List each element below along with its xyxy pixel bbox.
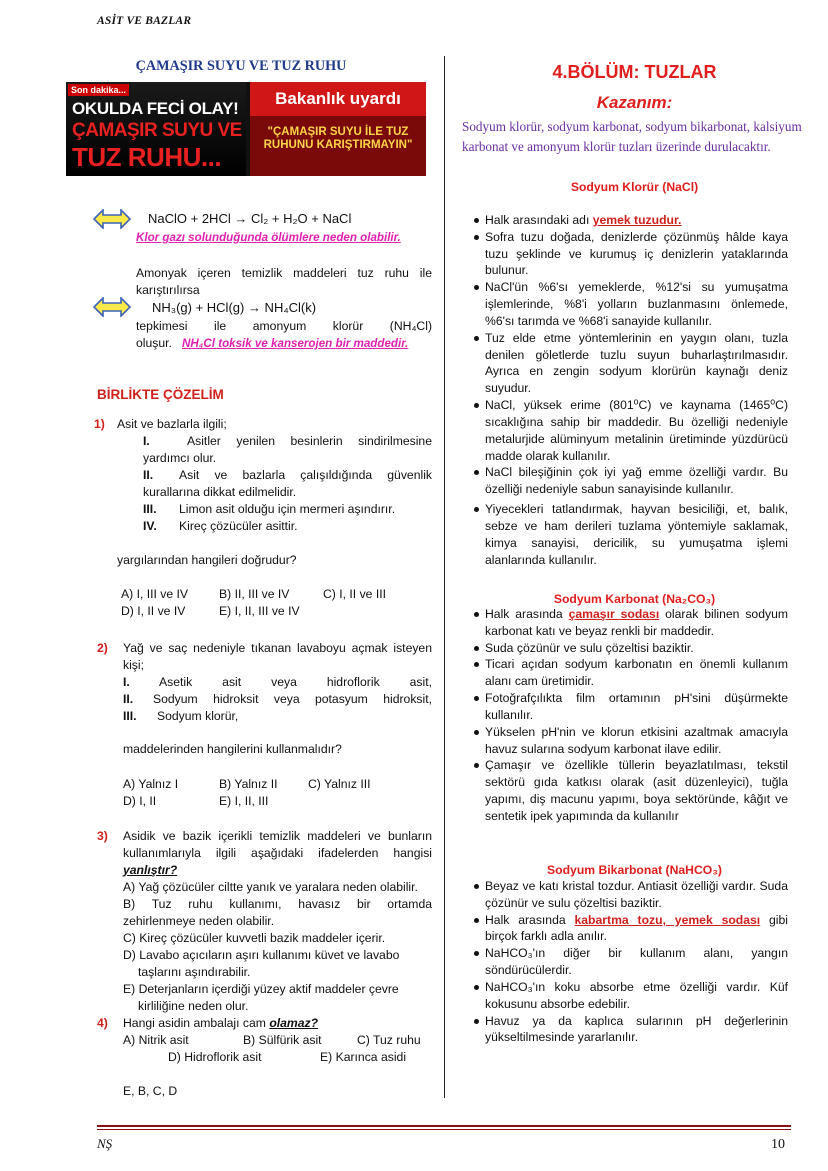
note-chlorine: Klor gazı solunduğunda ölümlere neden olabilir. xyxy=(136,231,401,244)
page-header-title: ASİT VE BAZLAR xyxy=(97,15,192,27)
nacl-title: Sodyum Klorür (NaCl) xyxy=(570,180,699,194)
list-item: Yiyecekleri tatlandırmak, hayvan besiciliği, et, balık, sebze ve ham derileri tuzlama yöntemiyle saklamak, kimya sanayisi, dericilik, su yumuşatma işlemi alanlarında kullanılır. xyxy=(474,501,788,568)
q3-option-d-cont: taşlarını aşındırabilir. xyxy=(138,965,251,979)
news-tag: Son dakika... xyxy=(68,84,129,96)
list-item: Çamaşır ve özellikle tüllerin beyazlatılması, tekstil sektörü gıda katkısı olarak (asit düzenleyici), tuğla yapımı, diş macunu yapımı, boya sektöründe, kâğıt ve sentetik ipek yapımında da kullanılır xyxy=(474,757,788,824)
q4-option-b[interactable]: B) Sülfürik asit xyxy=(243,1033,322,1047)
news-banner-left xyxy=(66,82,246,176)
question-3-stem-1: Asidik ve bazik içerikli temizlik maddeleri ve bunların xyxy=(123,829,432,843)
q2-option-b[interactable]: B) Yalnız II xyxy=(219,777,278,791)
q4-option-e[interactable]: E) Karınca asidi xyxy=(320,1050,407,1064)
list-item: Tuz elde etme yöntemlerinin en yaygın olanı, tuzla denilen göletlerde tuzlu suyun buharlaştırılmasıdır. Ayrıca en zengin sodyum klorürün kaynağı deniz suyudur. xyxy=(474,330,788,397)
paragraph-reaction: tepkimesi ile amonyum klorür (NH₄Cl) xyxy=(136,319,432,333)
list-item: NaCl bileşiğinin çok iyi yağ emme özelliği vardır. Bu özelliği nedeniyle sabun sanayisinde kullanılır. xyxy=(474,464,788,498)
q2-item-2: II. Sodyum hidroksit veya potasyum hidroksit, xyxy=(123,692,432,706)
news-banner-image xyxy=(66,82,426,176)
news-line-3: TUZ RUHU... xyxy=(72,142,222,172)
answer-key: E, B, C, D xyxy=(123,1084,178,1098)
q3-option-b-cont: zehirlenmeye neden olabilir. xyxy=(123,914,275,928)
question-2-stem-1: Yağ ve saç nedeniyle tıkanan lavaboyu açmak isteyen xyxy=(123,641,432,655)
list-item: Yükselen pH'nin ve klorun etkisini azaltmak amacıyla havuz sularına sodyum karbonat ilave edilir. xyxy=(474,724,788,758)
q3-option-d[interactable]: D) Lavabo açıcıların aşırı kullanımı küvet ve lavabo xyxy=(123,948,400,962)
news-banner-right xyxy=(250,82,426,176)
q2-option-e[interactable]: E) I, II, III xyxy=(219,794,269,808)
footer-signature: NŞ xyxy=(97,1136,113,1151)
birlikte-cozelim-heading: BİRLİKTE ÇÖZELİM xyxy=(97,387,224,402)
left-section-title: ÇAMAŞIR SUYU VE TUZ RUHU xyxy=(135,58,347,74)
question-1-stem: Asit ve bazlarla ilgili; xyxy=(117,417,227,431)
paragraph-ammonia: Amonyak içeren temizlik maddeleri tuz ruhu ile karıştırılırsa xyxy=(136,266,432,297)
double-arrow-icon xyxy=(93,297,131,317)
list-item: Suda çözünür ve sulu çözeltisi baziktir. xyxy=(474,640,788,657)
reaction-equation-2: NH₃(g) + HCl(g) → NH₄Cl(k) xyxy=(152,300,317,315)
question-4-stem: Hangi asidin ambalajı cam olamaz? xyxy=(123,1016,319,1030)
question-1-number: 1) xyxy=(94,417,105,431)
question-4-number: 4) xyxy=(97,1016,108,1030)
news-line-2: ÇAMAŞIR SUYU VE xyxy=(72,120,242,141)
list-item: Halk arasında kabartma tozu, yemek sodası gibi birçok farklı adla anılır. xyxy=(474,912,788,946)
q3-option-e-cont: kirliliğine neden olur. xyxy=(138,999,249,1013)
list-item: Halk arasındaki adı yemek tuzudur. xyxy=(474,212,788,229)
double-arrow-icon xyxy=(93,209,131,229)
q3-option-c[interactable]: C) Kireç çözücüler kuvvetli bazik maddeler içerir. xyxy=(123,931,386,945)
list-item: Fotoğrafçılıkta film ortamının pH'sini düşürmekte kullanılır. xyxy=(474,690,788,724)
q2-item-3: III. Sodyum klorür, xyxy=(123,709,239,723)
list-item: Ticari açıdan sodyum karbonatın en önemli kullanım alanı cam üretimidir. xyxy=(474,656,788,690)
list-item: NaCl'ün %6'sı yemeklerde, %12'si su yumuşatma işlemlerinde, %8'i yolların buzlanmasını önlemede, %6'sı tarımda ve %68'i sanayide kullanılır. xyxy=(474,279,788,329)
q1-option-a[interactable]: A) I, III ve IV xyxy=(121,587,189,601)
footer-rule xyxy=(97,1125,791,1127)
question-3-stem-2: kullanımlarıyla ilgili aşağıdaki ifadelerden hangisi xyxy=(123,846,432,860)
q1-option-e[interactable]: E) I, II, III ve IV xyxy=(219,604,300,618)
news-line-1: OKULDA FECİ OLAY! xyxy=(72,99,239,118)
q1-option-b[interactable]: B) II, III ve IV xyxy=(219,587,290,601)
nahco3-title: Sodyum Bikarbonat (NaHCO₃) xyxy=(547,863,722,877)
footer-rule-thin xyxy=(97,1129,791,1130)
q1-item-4: IV. Kireç çözücüler asittir. xyxy=(143,519,298,533)
q3-option-a[interactable]: A) Yağ çözücüler ciltte yanık ve yaralara neden olabilir. xyxy=(123,880,418,894)
nacl-list xyxy=(474,212,788,568)
list-item: NaHCO₃'ın koku absorbe etme özelliği vardır. Küf kokusunu absorbe edebilir. xyxy=(474,979,788,1013)
list-item: NaCl, yüksek erime (801$^o$C) ve kaynama (1465$^o$C) sıcaklığına sahip bir maddedir. Bu özelliği nedeniyle metalurjide alüminyum metalinin üretiminde yüzdürücü madde olarak kullanılır. xyxy=(474,397,788,464)
paragraph-reaction-end: oluşur. xyxy=(136,336,172,350)
nahco3-list xyxy=(474,878,788,1046)
list-item: Havuz ya da kaplıca sularının pH değerlerinin yükseltilmesinde yararlanılır. xyxy=(474,1013,788,1047)
column-divider xyxy=(444,56,445,1098)
q2-option-d[interactable]: D) I, II xyxy=(123,794,157,808)
intro-text: Sodyum klorür, sodyum karbonat, sodyum bikarbonat, kalsiyum karbonat ve amonyum klorür tuzları üzerinde durulacaktır. xyxy=(462,119,802,154)
list-item: Sofra tuzu doğada, denizlerde çözünmüş hâlde kaya tuzu şeklinde ve kurumuş iç denizlerin yataklarında bulunur. xyxy=(474,229,788,279)
q2-option-a[interactable]: A) Yalnız I xyxy=(123,777,179,791)
list-item: Beyaz ve katı kristal tozdur. Antiasit özelliği vardır. Suda çözünür ve sulu çözeltisi baziktir. xyxy=(474,878,788,912)
na2co3-title: Sodyum Karbonat (Na₂CO₃) xyxy=(553,592,716,606)
list-item: NaHCO₃'ın diğer bir kullanım alanı, yangın söndürücülerdir. xyxy=(474,945,788,979)
page-number: 10 xyxy=(771,1137,785,1152)
q1-question: yargılarından hangileri doğrudur? xyxy=(117,553,297,567)
chapter-title: 4.BÖLÜM: TUZLAR xyxy=(552,62,717,82)
q1-item-2: II. Asit ve bazlarla çalışıldığında güvenlik kurallarına dikkat edilmelidir. xyxy=(143,468,432,499)
news-right-head: Bakanlık uyardı xyxy=(250,82,426,116)
question-3-number: 3) xyxy=(97,829,108,843)
q2-item-1: I. Asetik asit veya hidroflorik asit, xyxy=(123,675,432,689)
note-nh4cl: NH₄Cl toksik ve kanserojen bir maddedir. xyxy=(182,337,409,350)
question-3-stem-3: yanlıştır? xyxy=(123,863,178,877)
news-right-body: "ÇAMAŞIR SUYU İLE TUZ RUHUNU KARIŞTIRMAYIN" xyxy=(263,126,413,151)
question-2-stem-2: kişi; xyxy=(123,658,144,672)
question-2-number: 2) xyxy=(97,641,108,655)
kazanim-heading: Kazanım: xyxy=(596,93,673,112)
q4-option-d[interactable]: D) Hidroflorik asit xyxy=(168,1050,262,1064)
q3-option-b[interactable]: B) Tuz ruhu kullanımı, havasız bir ortamda xyxy=(123,897,432,911)
list-item: Halk arasında çamaşır sodası olarak bilinen sodyum karbonat katı ve beyaz renkli bir maddedir. xyxy=(474,606,788,640)
reaction-equation-1: NaClO + 2HCl → Cl₂ + H₂O + NaCl xyxy=(148,211,352,226)
q4-option-a[interactable]: A) Nitrik asit xyxy=(123,1033,189,1047)
q1-item-3: III. Limon asit olduğu için mermeri aşındırır. xyxy=(143,502,396,516)
q1-item-1: I. Asitler yenilen besinlerin sindirilmesine yardımcı olur. xyxy=(143,434,432,465)
q4-option-c[interactable]: C) Tuz ruhu xyxy=(357,1033,421,1047)
na2co3-list xyxy=(474,606,788,825)
q2-option-c[interactable]: C) Yalnız III xyxy=(308,777,371,791)
q1-option-d[interactable]: D) I, II ve IV xyxy=(121,604,186,618)
q2-question: maddelerinden hangilerini kullanmalıdır? xyxy=(123,742,342,756)
q1-option-c[interactable]: C) I, II ve III xyxy=(323,587,386,601)
q3-option-e[interactable]: E) Deterjanların içerdiği yüzey aktif maddeler çevre xyxy=(123,982,399,996)
